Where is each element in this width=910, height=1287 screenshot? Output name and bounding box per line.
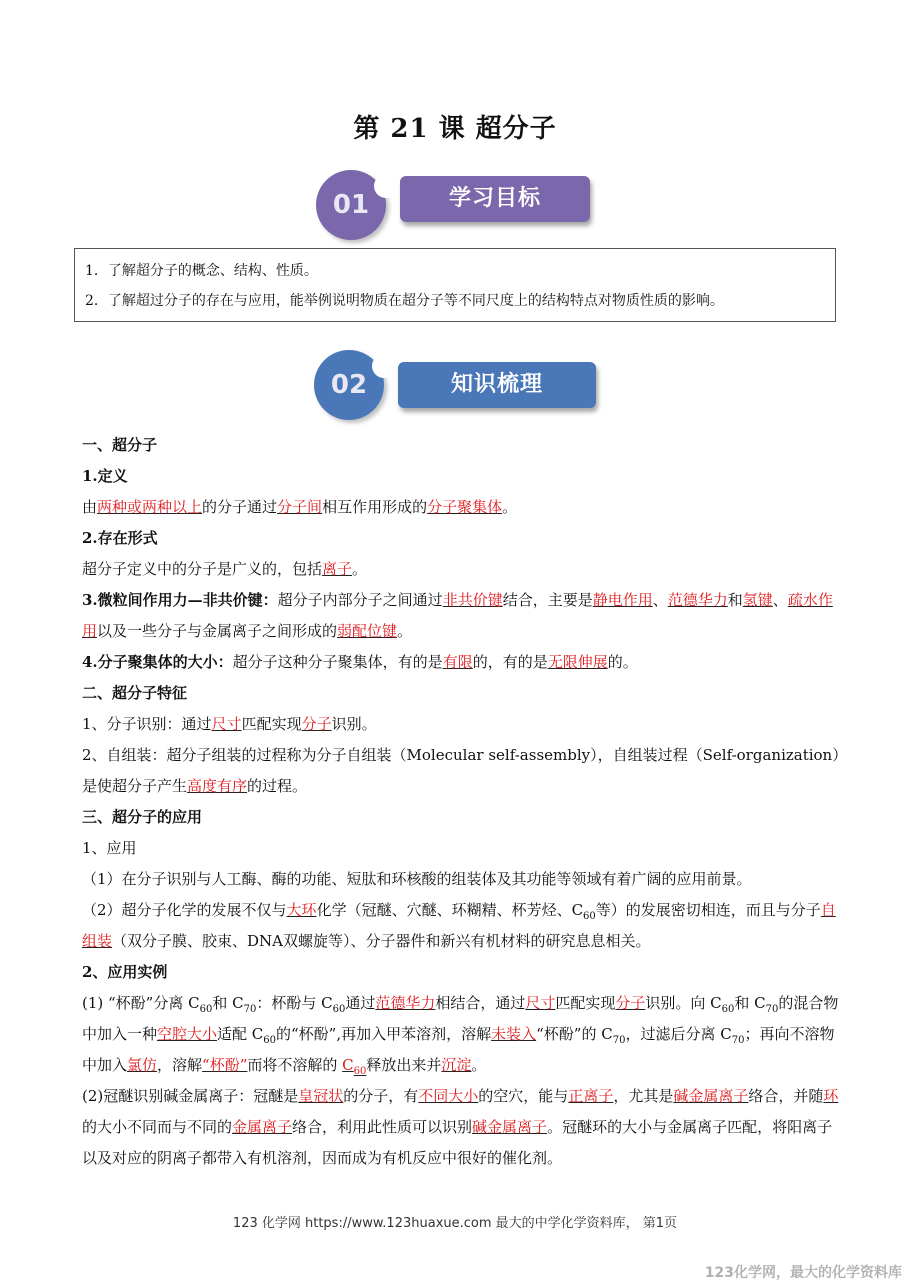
paragraph-forces: 3.微粒间作用力—非共价键：超分子内部分子之间通过非共价键结合，主要是静电作用、范德华力和氢键、疏水作用以及一些分子与金属离子之间形成的弱配位键。 [82, 591, 833, 640]
section-number-badge: 02 [314, 350, 384, 420]
paragraph-size: 4.分子聚集体的大小：超分子这种分子聚集体，有的是有限的，有的是无限伸展的。 [82, 653, 638, 671]
section-banner-knowledge [0, 350, 910, 420]
paragraph-example-1: (1) “杯酚”分离 $C_{60}$和 $C_{70}$：杯酚与 $C_{60}$通过范德华力相结合，通过尺寸匹配实现分子识别。向 $C_{60}$和 $C_{70}$的混合物中加入一种空腔大小适配 $C_{60}$的“杯酚”,再加入甲苯溶剂，溶解未装入“杯酚”的 $C_{70}$，过滤后分离 $C_{70}$；再向不溶物中加入氯仿，溶解“杯酚”而将不溶解的 $C_{60}$释放出来并沉淀。 [82, 994, 839, 1077]
paragraph-self-assembly: 2、自组装：超分子组装的过程称为分子自组装（Molecular self-assembly），自组装过程（Self-organization）是使超分子产生高度有序的过程。 [82, 746, 840, 795]
heading: 二、超分子特征 [82, 684, 188, 702]
subheading: 1、应用 [82, 839, 137, 857]
section-banner-goals [0, 170, 910, 240]
paragraph-existence: 超分子定义中的分子是广义的，包括离子。 [82, 560, 368, 578]
goal-item: 1．了解超分子的概念、结构、性质。 [85, 263, 318, 279]
subheading: 2.存在形式 [82, 529, 158, 547]
heading: 三、超分子的应用 [82, 808, 203, 826]
watermark: 123化学网，最大的化学资料库 [704, 1265, 902, 1281]
subheading: 2、应用实例 [82, 963, 168, 981]
page-title: 第 21 课 超分子 [353, 114, 557, 144]
goal-item: 2．了解超过分子的存在与应用，能举例说明物质在超分子等不同尺度上的结构特点对物质性质的影响。 [85, 293, 724, 309]
heading: 一、超分子 [82, 436, 158, 454]
paragraph-example-2: (2)冠醚识别碱金属离子：冠醚是皇冠状的分子，有不同大小的空穴，能与正离子，尤其是碱金属离子络合，并随环的大小不同而与不同的金属离子络合，利用此性质可以识别碱金属离子。冠醚环的大小与金属离子匹配，将阳离子以及对应的阴离子都带入有机溶剂，因而成为有机反应中很好的催化剂。 [82, 1087, 839, 1167]
section-title: 学习目标 [400, 176, 590, 222]
page-footer: 123 化学网 https://www.123huaxue.com 最大的中学化学资料库， 第1页 [232, 1216, 678, 1231]
paragraph-application-2: （2）超分子化学的发展不仅与大环化学（冠醚、穴醚、环糊精、杯芳烃、$C_{60}$等）的发展密切相连，而且与分子自组装（双分子膜、胶束、DNA双螺旋等）、分子器件和新兴有机材料的研究息息相关。 [82, 901, 836, 950]
subheading: 1.定义 [82, 467, 128, 485]
paragraph-application-1: （1）在分子识别与人工酶、酶的功能、短肽和环核酸的组装体及其功能等领域有着广阔的应用前景。 [82, 870, 752, 888]
paragraph-recognition: 1、分子识别：通过尺寸匹配实现分子识别。 [82, 715, 377, 733]
paragraph-definition: 由两种或两种以上的分子通过分子间相互作用形成的分子聚集体。 [82, 498, 518, 516]
section-title: 知识梳理 [398, 362, 596, 408]
knowledge-content [82, 430, 842, 1174]
goals-box [74, 248, 836, 322]
section-number-badge: 01 [316, 170, 386, 240]
